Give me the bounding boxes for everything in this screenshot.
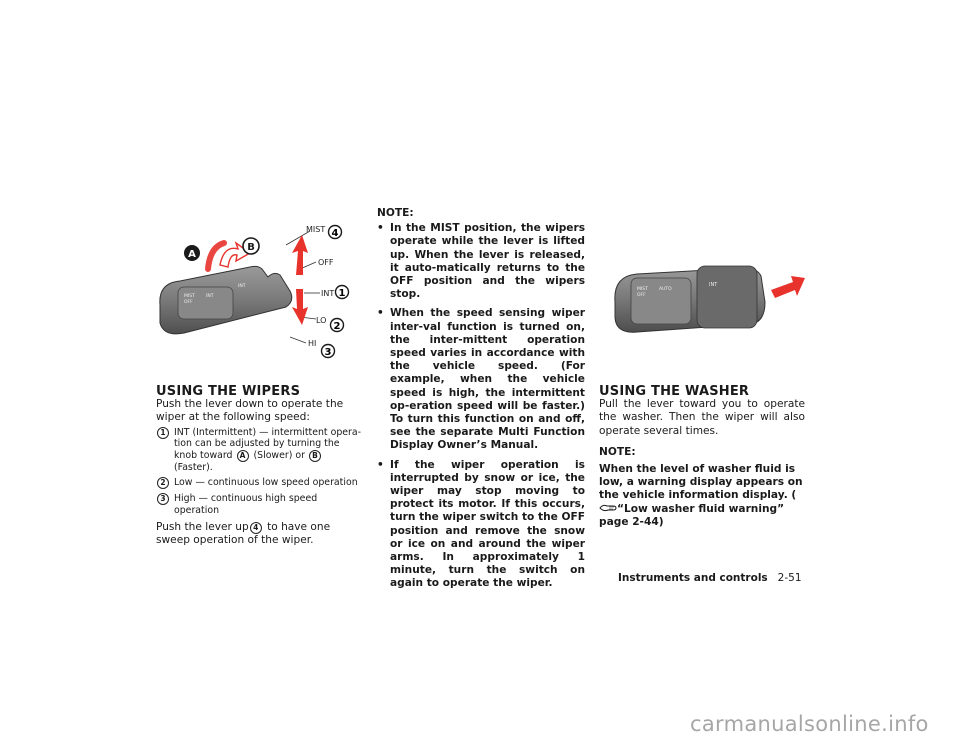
note-item (377, 459, 585, 591)
position-hi: HI (308, 339, 317, 348)
svg-text:4: 4 (331, 228, 339, 239)
callout-2 (331, 319, 344, 333)
footer-section: Instruments and controls (618, 572, 768, 584)
item-text: Low — continuous low speed operation (174, 477, 358, 489)
lever-label-int: INT (206, 294, 214, 299)
item-number: 2 (157, 477, 169, 489)
bullet-icon: • (377, 458, 384, 471)
page-footer (618, 572, 802, 584)
up-text-a: Push the lever up (156, 520, 249, 533)
lever-label-mist: MIST (184, 294, 195, 299)
arrow-pull-icon (771, 276, 805, 298)
up-text-b: to have one sweep operation of the wiper. (156, 520, 331, 546)
bullet-icon: • (377, 307, 384, 320)
note-item (377, 307, 585, 452)
up-number: 4 (250, 522, 262, 534)
washer-note-label: NOTE: (599, 445, 636, 458)
note-text: When the speed sensing wiper inter-val function is turned on, the inter-mittent operation speed varies in accordance with the vehicle speed. (For example, when the vehicle speed is high, the intermittent op-eration speed will be faster.) To turn this function on and off, see the separate Multi Function Display Owner’s Manual. (390, 307, 585, 452)
callout-3 (322, 345, 335, 359)
washer-lever-illustration (605, 262, 805, 342)
wipers-section (156, 385, 362, 547)
svg-text:3: 3 (324, 347, 332, 358)
page-number: 2-51 (777, 572, 802, 584)
svg-text:1: 1 (338, 288, 346, 299)
washer-lever-mist: MIST (637, 287, 648, 292)
callout-4 (329, 226, 342, 240)
washer-lever-off: OFF (637, 293, 646, 298)
wipers-heading: USING THE WIPERS (156, 384, 301, 399)
item-text: INT (Intermittent) — intermittent opera-tion can be adjusted by turning the knob toward (174, 426, 362, 461)
note-text: If the wiper operation is interrupted by snow or ice, the wiper may stop moving to protect its motor. If this occurs, turn the wiper switch to the OFF position and remove the snow or ice on and around the wiper arms. In approximately 1 minute, turn the switch on again to operate the wiper. (390, 458, 585, 590)
position-off: OFF (318, 258, 334, 267)
page-reference-icon (599, 503, 617, 513)
item-text: High — continuous high speed operation (174, 493, 318, 516)
position-lo: LO (316, 316, 327, 325)
note-text: In the MIST position, the wipers operate while the lever is lifted up. When the lever is released, it auto-matically returns to the OFF position and the wipers stop. (390, 222, 585, 301)
item-number: 3 (157, 493, 169, 505)
svg-text:B: B (247, 242, 255, 253)
washer-note (599, 463, 805, 529)
list-item (156, 493, 362, 516)
washer-lever-auto: AUTO (659, 287, 672, 292)
list-item (156, 427, 362, 474)
washer-note-text-a: When the level of washer fluid is low, a warning display appears on the vehicle information display. ( (599, 463, 803, 502)
washer-heading: USING THE WASHER (599, 384, 750, 399)
washer-body: Pull the lever toward you to operate the washer. Then the wiper will also operate several times. (599, 398, 805, 437)
marker-a (184, 245, 200, 261)
lever-label-int-knob: INT (238, 284, 246, 289)
marker-b (243, 238, 259, 254)
wipers-intro: Push the lever down to operate the wiper at the following speed: (156, 398, 344, 424)
washer-section (599, 385, 805, 529)
svg-text:A: A (188, 249, 196, 260)
position-mist: MIST (306, 225, 326, 234)
lever-label-off: OFF (184, 300, 193, 305)
washer-lever-int: INT (709, 282, 718, 288)
marker-b-inline: B (309, 450, 321, 462)
wipers-up-text (156, 521, 362, 547)
bullet-icon: • (377, 222, 384, 235)
watermark[interactable]: carmanualsonline.info (690, 712, 929, 736)
callout-1 (336, 286, 349, 300)
washer-note-text-b: “Low washer fluid warning” page 2-44) (599, 502, 785, 528)
item-text-c: (Faster). (174, 461, 213, 473)
svg-text:2: 2 (333, 321, 341, 332)
marker-a-inline: A (237, 450, 249, 462)
item-number: 1 (157, 427, 169, 439)
arrow-down-icon (292, 289, 308, 325)
item-text-b: (Slower) or (253, 449, 305, 461)
position-int: INT (321, 289, 335, 298)
arrow-up-icon (292, 235, 308, 275)
notes-section (377, 207, 585, 597)
wiper-lever-illustration (150, 205, 370, 360)
note-item (377, 222, 585, 301)
list-item (156, 477, 362, 489)
notes-label: NOTE: (377, 207, 414, 219)
